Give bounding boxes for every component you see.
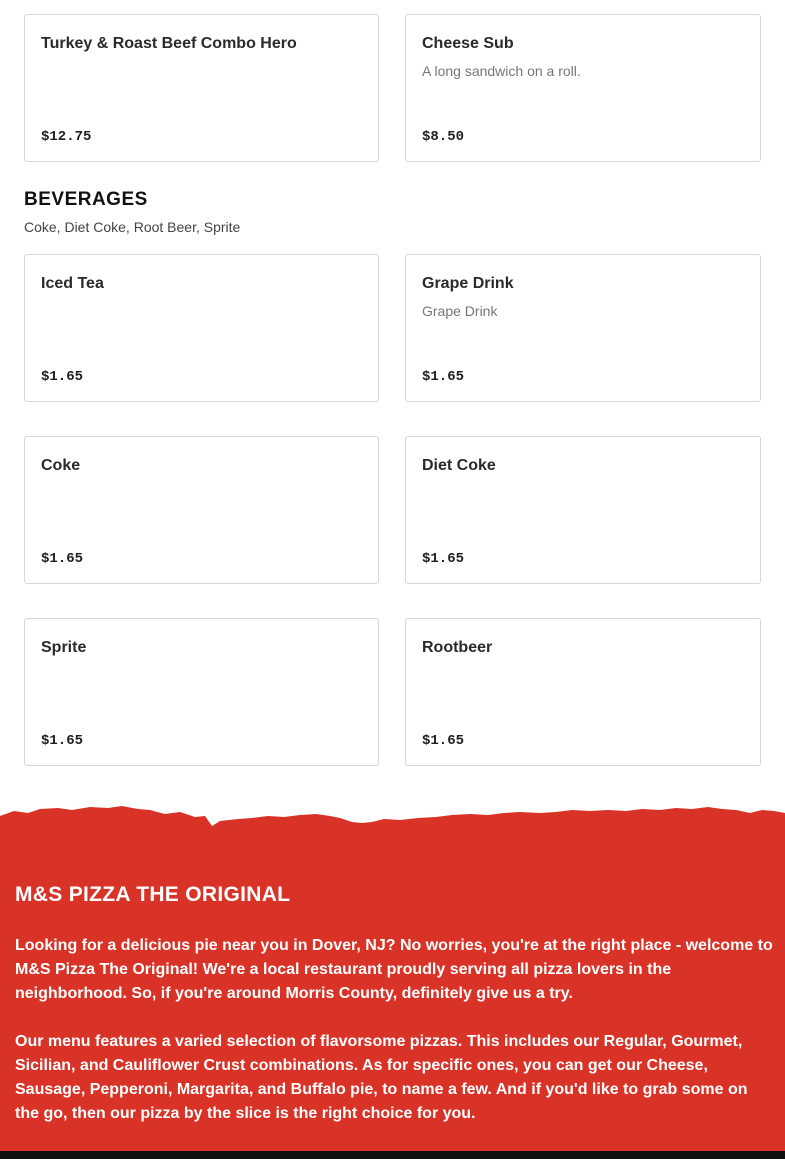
menu-item-price: $1.65 (41, 551, 84, 567)
menu-item-card[interactable] (405, 618, 761, 766)
menu-item-name: Rootbeer (422, 639, 493, 656)
menu-item-name: Iced Tea (41, 275, 104, 292)
menu-item-price: $8.50 (422, 129, 465, 145)
menu-item-name: Grape Drink (422, 275, 514, 292)
menu-item-card[interactable] (24, 618, 379, 766)
menu-item-card[interactable] (405, 436, 761, 584)
menu-item-card[interactable] (405, 254, 761, 402)
section-subtitle: Coke, Diet Coke, Root Beer, Sprite (24, 219, 241, 235)
menu-item-price: $1.65 (422, 369, 465, 385)
menu-item-price: $12.75 (41, 129, 92, 145)
menu-item-description: Grape Drink (422, 303, 498, 319)
menu-item-name: Diet Coke (422, 457, 496, 474)
about-paragraph: Our menu features a varied selection of flavorsome pizzas. This includes our Regular, Gourmet, Sicilian, and Cauliflower Crust combinations. As for specific ones, you can get our Cheese, Sausage, Pepperoni, Margarita, and Buffalo pie, to name a few. And if you'd like to grab some on the go, then our pizza by the slice is the right choice for you. (15, 1033, 748, 1122)
menu-item-price: $1.65 (41, 369, 84, 385)
about-paragraph: Looking for a delicious pie near you in Dover, NJ? No worries, you're at the right place - welcome to M&S Pizza The Original! We're a local restaurant proudly serving all pizza lovers in the neighborhood. So, if you're around Morris County, definitely give us a try. (15, 937, 773, 1002)
section-title: BEVERAGES (24, 189, 148, 210)
menu-item-card[interactable] (24, 14, 379, 162)
about-title: M&S PIZZA THE ORIGINAL (15, 883, 291, 906)
footer-dark-bar (0, 1151, 785, 1159)
menu-item-name: Turkey & Roast Beef Combo Hero (41, 35, 297, 52)
menu-item-description: A long sandwich on a roll. (422, 63, 581, 79)
menu-item-card[interactable] (405, 14, 761, 162)
menu-item-price: $1.65 (422, 733, 465, 749)
menu-item-price: $1.65 (41, 733, 84, 749)
menu-item-name: Coke (41, 457, 81, 474)
menu-item-card[interactable] (24, 436, 379, 584)
menu-item-card[interactable] (24, 254, 379, 402)
menu-item-price: $1.65 (422, 551, 465, 567)
menu-item-name: Sprite (41, 639, 87, 656)
menu-item-name: Cheese Sub (422, 35, 514, 52)
